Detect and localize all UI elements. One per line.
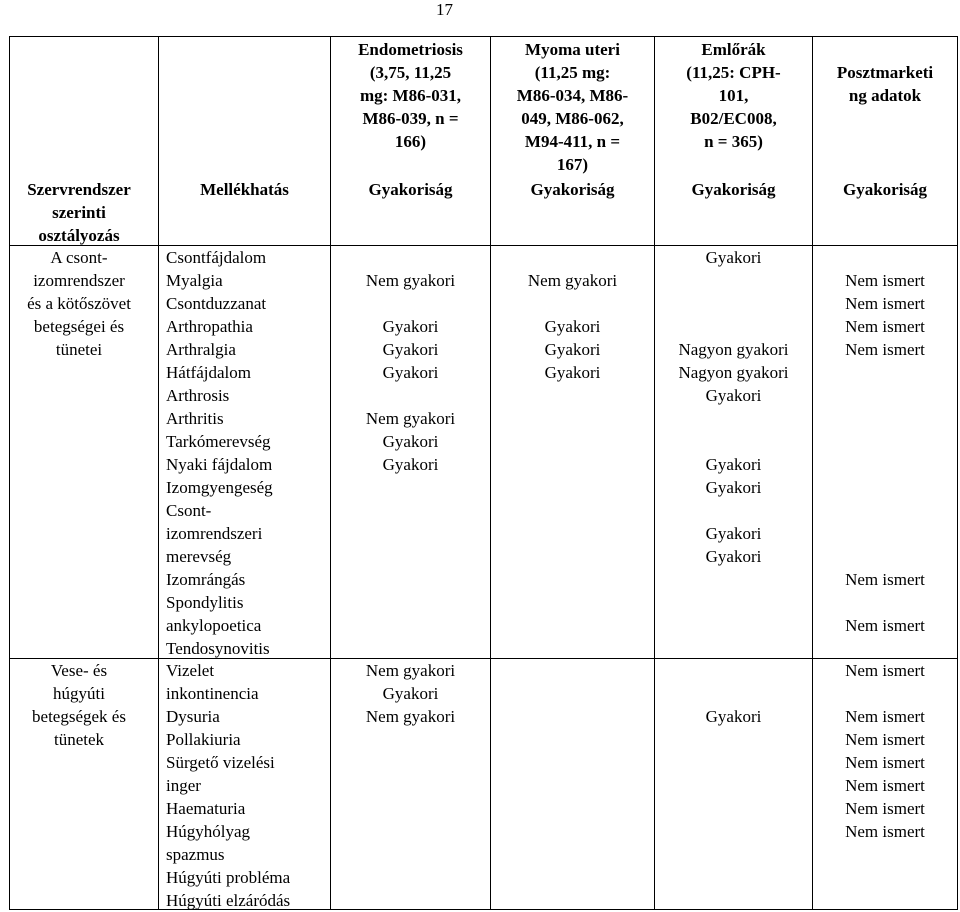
table-cell: Nem gyakori <box>365 661 456 680</box>
page-number: 17 <box>436 0 453 19</box>
header-emlorak: Emlőrák (11,25: CPH- 101, B02/EC008, n = 365) <box>686 40 781 151</box>
frequency-header-4: Gyakoriság <box>842 180 928 199</box>
table-cell: Gyakori <box>382 684 439 703</box>
table-cell <box>813 407 957 430</box>
group1-postmarketing-col <box>813 246 957 637</box>
table-cell: Gyakori <box>705 386 762 405</box>
effects-musculoskeletal: Csontfájdalom Myalgia Csontduzzanat Arthropathia Arthralgia Hátfájdalom Arthrosis Arthritis Tarkómerevség Nyaki fájdalom Izomgyengeség Csont- izomrendszeri merevség Izomrángás Spondylitis ankylopoetica Tendosynovitis <box>166 248 273 658</box>
table-cell: Nem ismert <box>845 730 925 749</box>
table-cell <box>655 292 812 315</box>
table-cell: Nem ismert <box>845 271 925 290</box>
table-cell: Gyakori <box>382 317 439 336</box>
group2-endometriosis-col <box>331 659 490 728</box>
table-cell <box>813 430 957 453</box>
table-cell: Nagyon gyakori <box>678 363 789 382</box>
organ-renal-urinary: Vese- és húgyúti betegségek és tünetek <box>32 661 126 749</box>
table-cell: Nem ismert <box>845 661 925 680</box>
table-cell <box>331 292 490 315</box>
table-cell <box>813 361 957 384</box>
table-cell <box>813 499 957 522</box>
table-cell <box>655 659 812 682</box>
table-cell <box>331 246 490 269</box>
table-cell <box>813 682 957 705</box>
table-cell <box>655 269 812 292</box>
table-cell: Gyakori <box>705 478 762 497</box>
frequency-header-3: Gyakoriság <box>691 180 776 199</box>
table-cell: Gyakori <box>544 340 601 359</box>
side-effect-header: Mellékhatás <box>200 180 289 199</box>
table-cell <box>813 545 957 568</box>
frequency-header-1: Gyakoriság <box>368 180 453 199</box>
frequency-header-2: Gyakoriság <box>530 180 615 199</box>
table-cell <box>655 499 812 522</box>
table-cell <box>813 453 957 476</box>
table-cell: Gyakori <box>382 363 439 382</box>
table-cell: Nem ismert <box>845 294 925 313</box>
organ-musculoskeletal: A csont- izomrendszer és a kötőszövet betegségei és tünetei <box>27 248 131 359</box>
effects-renal-urinary: Vizelet inkontinencia Dysuria Pollakiuria Sürgető vizelési inger Haematuria Húgyhólyag spazmus Húgyúti probléma Húgyúti elzáródás <box>166 661 291 910</box>
table-cell: Gyakori <box>544 363 601 382</box>
table-cell: Nem ismert <box>845 317 925 336</box>
table-cell: Nem ismert <box>845 616 925 635</box>
table-cell <box>813 522 957 545</box>
table-cell: Gyakori <box>705 707 762 726</box>
table-cell <box>655 682 812 705</box>
table-cell <box>491 246 654 269</box>
group1-myoma-col <box>491 246 654 384</box>
group2-emlorak-col <box>655 659 812 728</box>
table-cell: Gyakori <box>382 455 439 474</box>
table-cell: Nem ismert <box>845 776 925 795</box>
table-cell: Gyakori <box>544 317 601 336</box>
table-cell <box>655 407 812 430</box>
table-cell <box>813 476 957 499</box>
table-cell: Nem gyakori <box>365 271 456 290</box>
table-cell: Nem ismert <box>845 753 925 772</box>
header-myoma: Myoma uteri (11,25 mg: M86-034, M86- 049, M86-062, M94-411, n = 167) <box>516 40 629 174</box>
table-cell: Nem ismert <box>845 799 925 818</box>
group1-endometriosis-col <box>331 246 490 476</box>
table-cell <box>491 292 654 315</box>
group1-emlorak-col <box>655 246 812 568</box>
table-cell <box>813 246 957 269</box>
table-cell: Nagyon gyakori <box>678 340 789 359</box>
table-cell <box>331 384 490 407</box>
table-cell <box>813 591 957 614</box>
table-cell: Gyakori <box>705 248 762 267</box>
table-cell: Nem ismert <box>845 707 925 726</box>
table-cell: Nem ismert <box>845 570 925 589</box>
table-cell: Nem gyakori <box>365 409 456 428</box>
table-cell: Nem ismert <box>845 822 925 841</box>
table-cell <box>655 430 812 453</box>
table-cell: Nem gyakori <box>527 271 618 290</box>
table-cell: Nem ismert <box>845 340 925 359</box>
table-cell: Gyakori <box>705 524 762 543</box>
table-cell: Gyakori <box>382 432 439 451</box>
group2-postmarketing-col <box>813 659 957 843</box>
table-cell: Gyakori <box>705 455 762 474</box>
table-cell <box>655 315 812 338</box>
header-endometriosis: Endometriosis (3,75, 11,25 mg: M86-031, M86-039, n = 166) <box>358 40 463 151</box>
table-cell: Nem gyakori <box>365 707 456 726</box>
table-cell <box>813 384 957 407</box>
table-cell: Gyakori <box>705 547 762 566</box>
header-postmarketing: Posztmarketi ng adatok <box>836 63 934 105</box>
organ-system-header: Szervrendszer szerinti osztályozás <box>27 180 131 245</box>
table-cell: Gyakori <box>382 340 439 359</box>
